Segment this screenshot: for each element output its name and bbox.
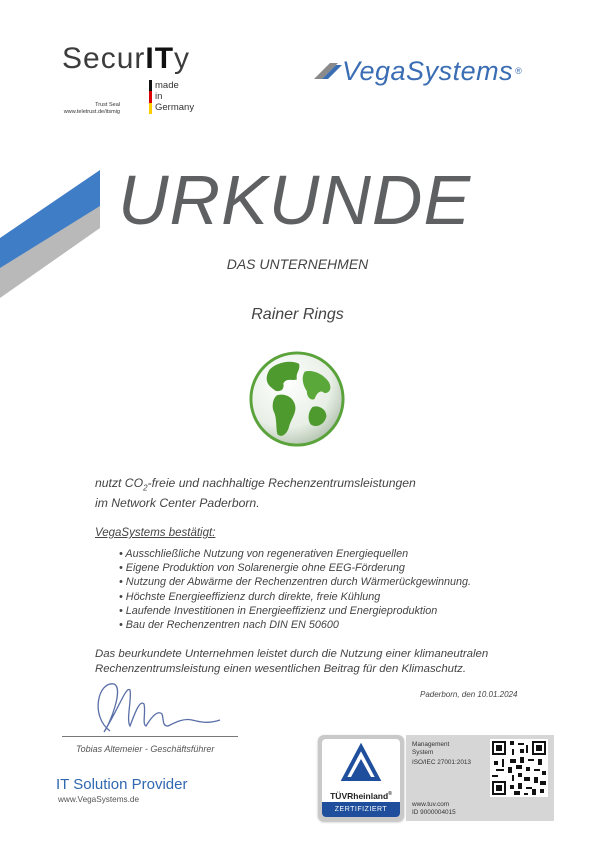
- list-item: • Nutzung der Abwärme der Rechenzentren durch Wärmerückgewinnung.: [119, 575, 471, 589]
- list-item: • Laufende Investitionen in Energieeffizienz und Energieproduktion: [119, 604, 471, 618]
- intro-text: nutzt $CO_2$-freie und nachhaltige Rechenzentrumsleistungen im Network Center Paderborn.: [95, 476, 416, 510]
- certificate-title: URKUNDE: [118, 161, 472, 239]
- tuv-certification-seal: [318, 735, 554, 821]
- management-system-label: Management System: [412, 741, 450, 756]
- list-item: • Höchste Energieeffizienz durch direkte, freie Kühlung: [119, 590, 471, 604]
- handwritten-signature: [80, 676, 230, 738]
- it-solution-provider-label: IT Solution Provider: [56, 776, 188, 793]
- german-flag-icon: [149, 80, 152, 114]
- signer-name: Tobias Altemeier - Geschäftsführer: [76, 744, 215, 754]
- company-name: Rainer Rings: [251, 306, 344, 323]
- trust-seal-text: Trust Seal www.teletrust.de/itsmig: [63, 102, 120, 115]
- vegasystems-wordmark: VegaSystems: [342, 55, 514, 86]
- tuv-triangle-icon: [322, 739, 400, 791]
- tuv-badge: TÜVRheinland® ZERTIFIZIERT: [318, 735, 404, 821]
- qr-code[interactable]: [490, 739, 548, 797]
- vega-swoosh-icon: [312, 61, 342, 81]
- vegasystems-logo: VegaSystems ®: [312, 56, 522, 86]
- list-item: • Bau der Rechenzentren nach DIN EN 50600: [119, 618, 471, 632]
- security-logo-word: SecurITy: [62, 42, 191, 75]
- closing-statement: Das beurkundete Unternehmen leistet durch die Nutzung einer klimaneutralen Rechenzentrumsleistung einen wesentlichen Beitrag für den Klimaschutz.: [95, 648, 489, 675]
- iso-standard: ISO/IEC 27001:2013: [412, 759, 471, 766]
- globe-icon: [248, 350, 346, 448]
- list-item: • Ausschließliche Nutzung von regenerativen Energiequellen: [119, 547, 471, 561]
- confirmation-label: VegaSystems bestätigt:: [95, 527, 216, 539]
- zertifiziert-label: ZERTIFIZIERT: [322, 802, 400, 817]
- made-in-germany-text: made in Germany: [155, 80, 195, 113]
- tuv-info-panel: [406, 735, 554, 821]
- tuv-url-and-id: www.tuv.com ID 9000004015: [412, 801, 456, 816]
- issue-date: Paderborn, den 10.01.2024: [420, 690, 518, 699]
- certificate-subtitle: DAS UNTERNEHMEN: [226, 256, 369, 272]
- website-text: www.VegaSystems.de: [58, 795, 140, 804]
- list-item: • Eigene Produktion von Solarenergie ohne EEG-Förderung: [119, 561, 471, 575]
- decorative-stripes: [0, 170, 100, 300]
- confirmation-list: [119, 547, 471, 632]
- security-made-in-germany-logo: [62, 42, 202, 120]
- signature-line: [62, 736, 238, 737]
